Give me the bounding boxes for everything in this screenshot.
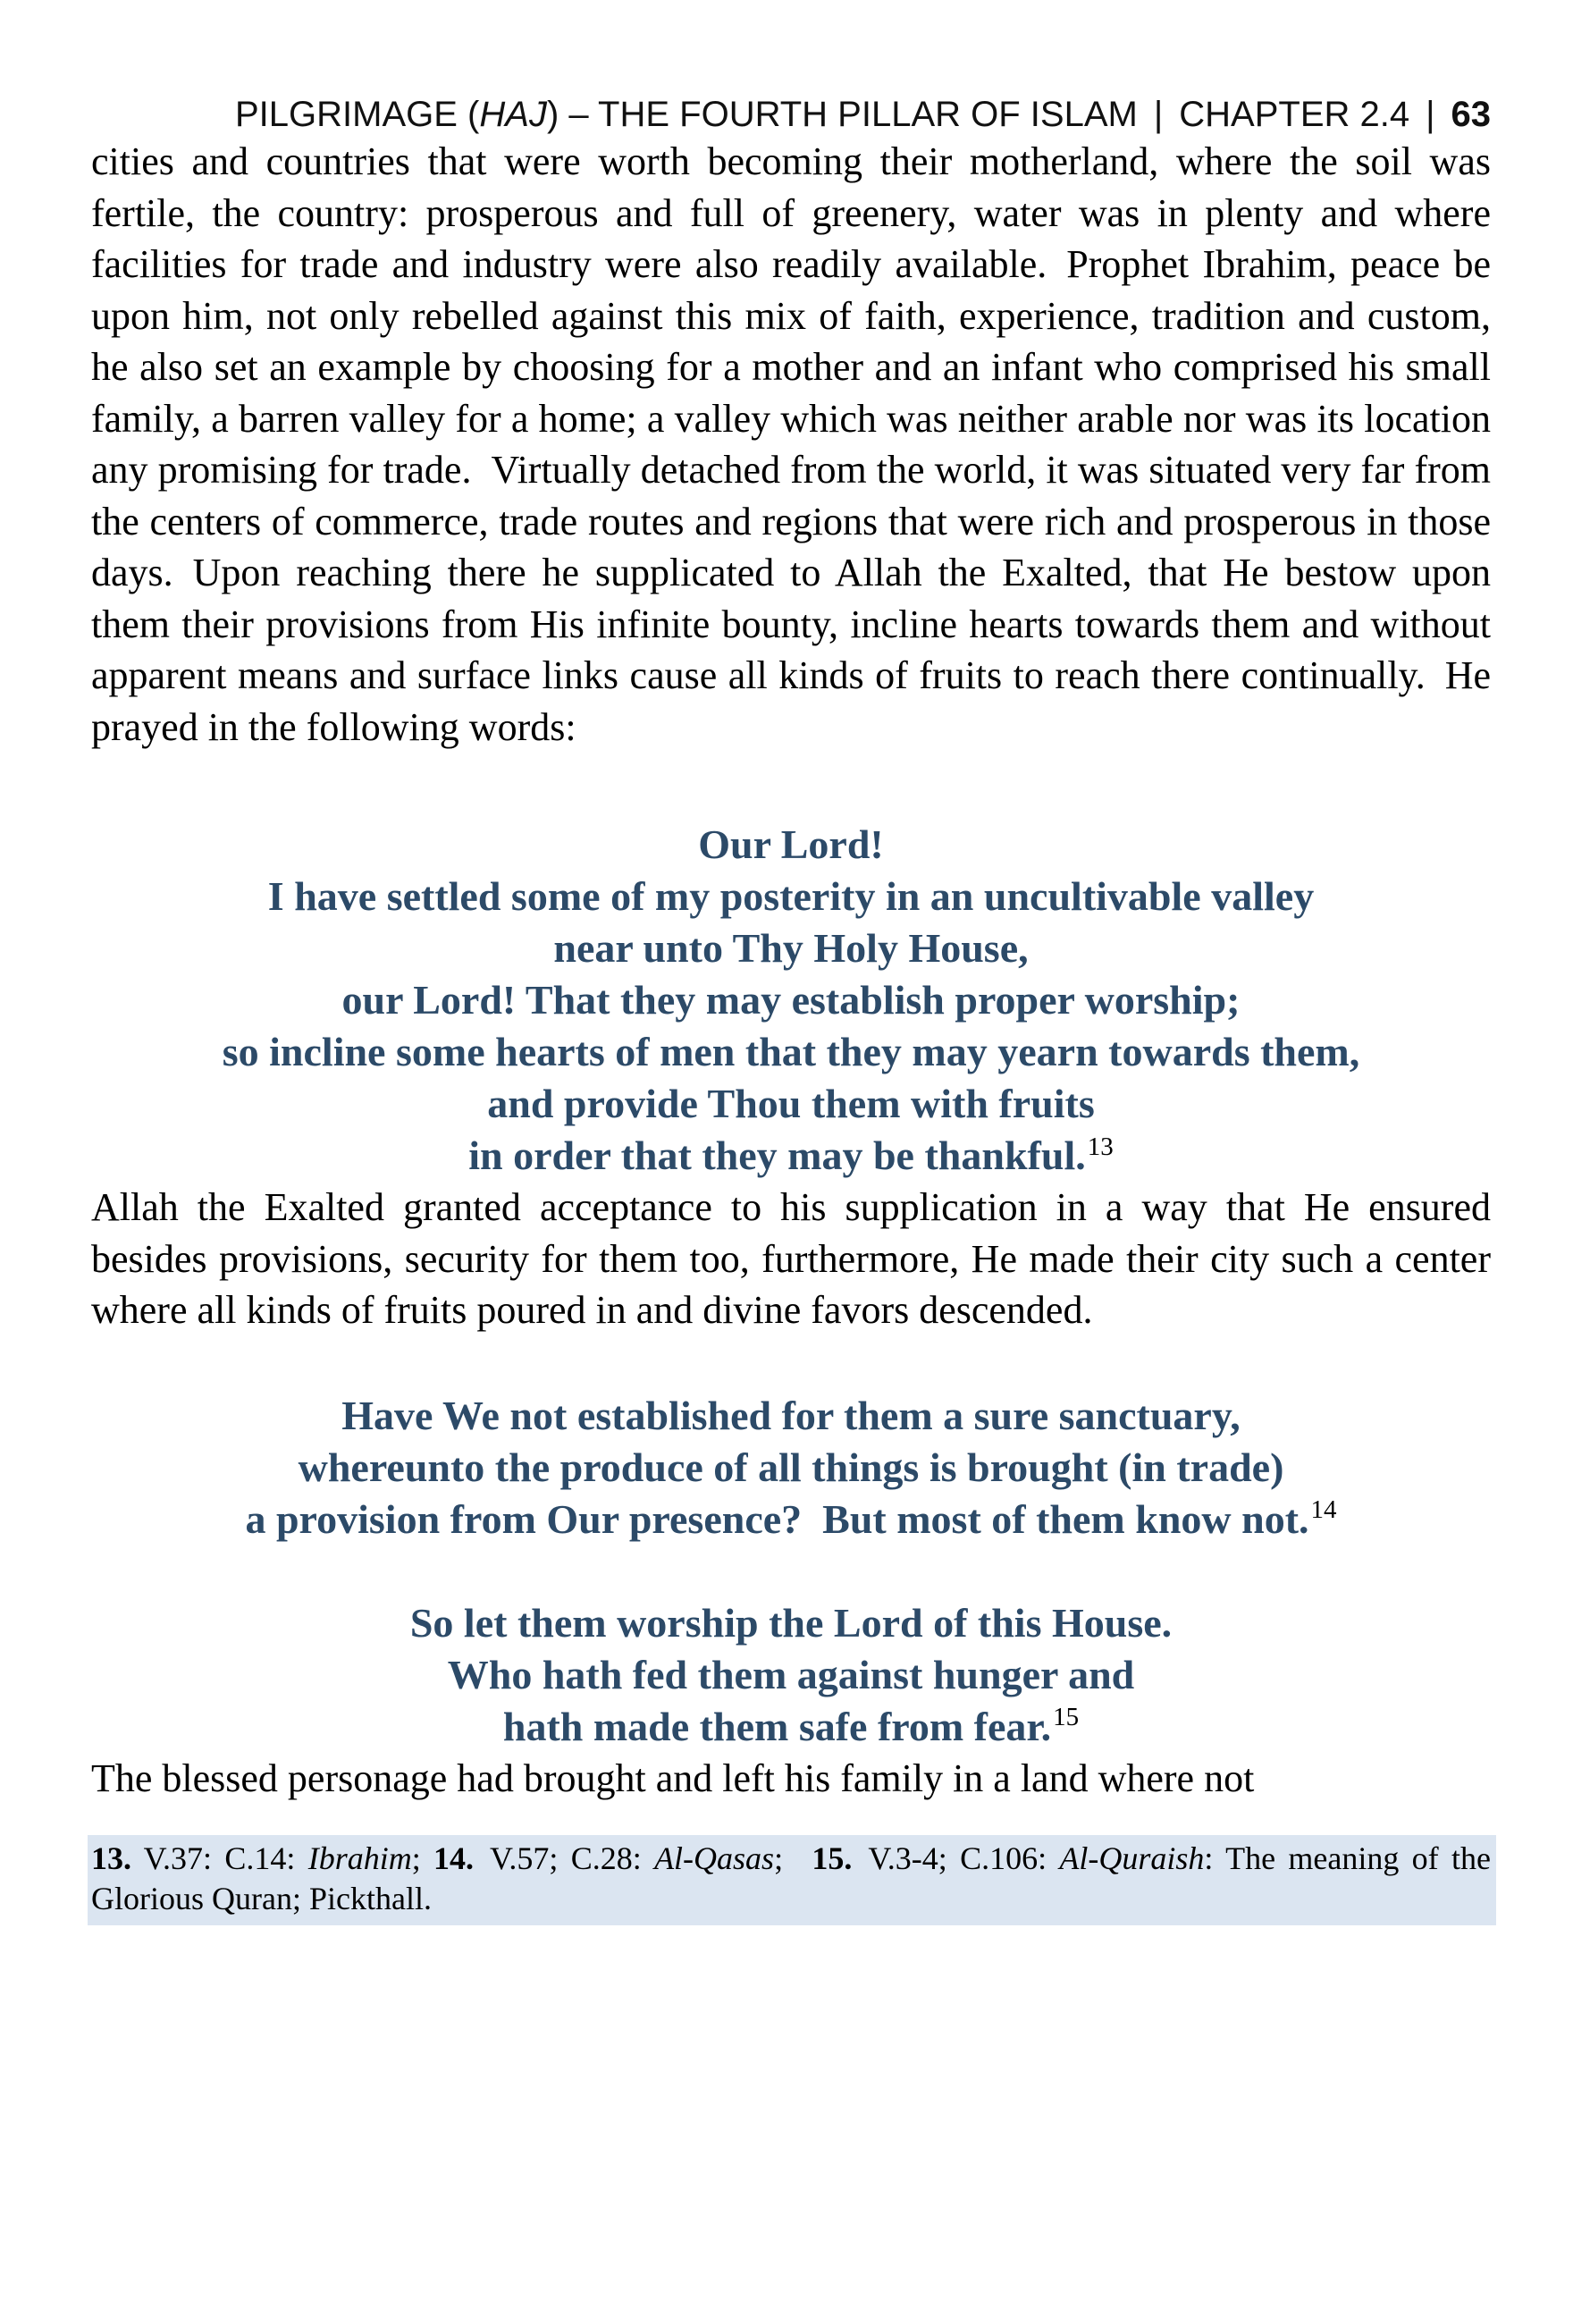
quote-line: and provide Thou them with fruits <box>487 1081 1095 1126</box>
quote-line: Have We not established for them a sure sanctuary, <box>341 1392 1241 1438</box>
header-separator: | <box>1153 95 1164 134</box>
page-number: 63 <box>1451 95 1491 134</box>
paragraph-1: cities and countries that were worth becoming their motherland, where the soil was fertile, the country: prosperous and full of greenery, water was in plenty and where facilities for trade and industry were also readily available. Prophet Ibrahim, peace be upon him, not only rebelled against this mix of faith, experience, tradition and custom, he also set an example by choosing for a mother and an infant who comprised his small family, a barren valley for a home; a valley which was neither arable nor was its location any promising for trade. Virtually detached from the world, it was situated very far from the centers of commerce, trade routes and regions that were rich and prosperous in those days. Upon reaching there he supplicated to Allah the Exalted, that He bestow upon them their provisions from His infinite bounty, incline hearts towards them and without apparent means and surface links cause all kinds of fruits to reach there continually. He prayed in the following words: <box>91 139 1491 749</box>
quote-line: So let them worship the Lord of this House. <box>409 1599 1173 1646</box>
footnote-ref-13: 13 <box>1087 1132 1114 1161</box>
haj-italic: HAJ <box>479 95 547 134</box>
surah-name-italic: Al-Qasas <box>654 1840 775 1876</box>
page-header <box>91 93 1491 136</box>
paragraph-3: The blessed personage had brought and left his family in a land where not <box>91 1756 1255 1800</box>
quote-block-3 <box>91 1597 1491 1753</box>
quote-line: a provision from Our presence? But most of them know not.$^{14}$ <box>245 1495 1337 1542</box>
chapter-title: PILGRIMAGE (HAJ) – THE FOURTH PILLAR OF ISLAM <box>235 95 1138 134</box>
quote-line: I have settled some of my posterity in an uncultivable valley <box>267 873 1315 919</box>
quote-block-2 <box>91 1390 1491 1545</box>
quote-line: Who hath fed them against hunger and <box>447 1651 1135 1697</box>
quote-line: our Lord! That they may establish proper worship; <box>341 977 1241 1023</box>
footnote-ref-14: 14 <box>1310 1495 1337 1525</box>
footnote-ref-15: 15 <box>1053 1703 1080 1732</box>
footnotes-block: 13. V.37: C.14: Ibrahim; 14. V.57; C.28: Al-Qasas; 15. V.3-4; C.106: Al-Quraish: The meaning of the Glorious Quran; Pickthall. <box>88 1835 1496 1925</box>
quote-line: Our Lord! <box>698 821 884 867</box>
footnote-number: 13. <box>91 1840 131 1876</box>
chapter-number: CHAPTER 2.4 <box>1179 95 1410 134</box>
surah-name-italic: Ibrahim <box>307 1840 412 1876</box>
quote-line: hath made them safe from fear.$^{15}$ <box>502 1703 1080 1749</box>
quote-line: whereunto the produce of all things is brought (in trade) <box>298 1444 1284 1490</box>
footnote-number: 14. <box>433 1840 475 1876</box>
header-separator: | <box>1426 95 1435 134</box>
footnote-number: 15. <box>812 1840 853 1876</box>
surah-name-italic: Al-Quraish <box>1059 1840 1205 1876</box>
quote-line: in order that they may be thankful.$^{13}$ <box>468 1132 1114 1178</box>
quote-block-1 <box>91 819 1491 1182</box>
paragraph-2: Allah the Exalted granted acceptance to his supplication in a way that He ensured besides provisions, security for them too, furthermore, He made their city such a center where all kinds of fruits poured in and divine favors descended. <box>91 1185 1491 1332</box>
quote-line: so incline some hearts of men that they may yearn towards them, <box>222 1029 1360 1074</box>
quote-line: near unto Thy Holy House, <box>553 925 1029 971</box>
